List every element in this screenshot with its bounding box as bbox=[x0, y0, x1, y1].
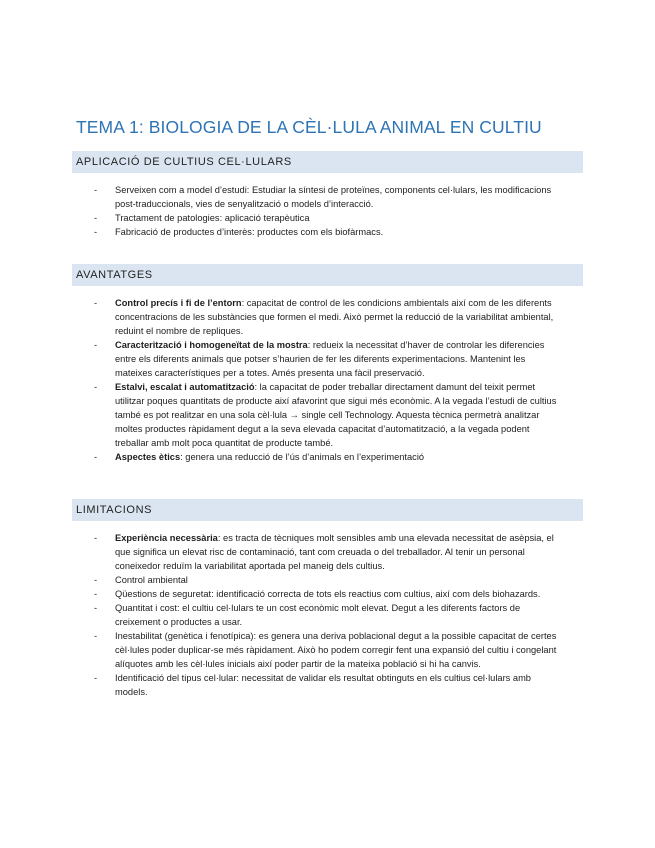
item-text: Qüestions de seguretat: identificació correcta de tots els reactius com cultius, així com dels biohazards. bbox=[115, 589, 541, 599]
item-text: Serveixen com a model d’estudi: Estudiar la síntesi de proteïnes, components cel·lulars, les modificacions post-traduccionals, vies de senyalització o models d’interacció. bbox=[115, 185, 552, 209]
item-bold: Control precís i fi de l’entorn bbox=[115, 298, 242, 308]
section-heading-limitations: LIMITACIONS bbox=[72, 499, 583, 521]
list-item bbox=[94, 671, 560, 699]
item-text: : genera una reducció de l’ús d’animals en l’experimentació bbox=[180, 452, 425, 462]
item-text: Quantitat i cost: el cultiu cel·lulars te un cost econòmic molt elevat. Degut a les diferents factors de creixement o productes a usar. bbox=[115, 603, 521, 627]
list-item bbox=[94, 573, 560, 587]
applications-list bbox=[94, 183, 560, 239]
list-item bbox=[94, 587, 560, 601]
list-item bbox=[94, 601, 560, 629]
item-bold: Estalvi, escalat i automatització bbox=[115, 382, 255, 392]
limitations-list bbox=[94, 531, 560, 699]
list-item bbox=[94, 211, 560, 225]
section-heading-applications: APLICACIÓ DE CULTIUS CEL·LULARS bbox=[72, 151, 583, 173]
list-item bbox=[94, 531, 560, 573]
item-text: Identificació del tipus cel·lular: necessitat de validar els resultat obtinguts en els cultius cel·lulars amb models. bbox=[115, 673, 531, 697]
list-item bbox=[94, 296, 560, 338]
item-text: : la capacitat de poder treballar directament damunt del teixit permet utilitzar poques quantitats de producte així afavorint que sigui més econòmic. A la vegada l’estudi de cultius també es pot realitzar en una sola cèl·lula → single cell Technology. Aquesta tècnica permetrà analitzar moltes productes ràpidament degut a la seva elevada capacitat d’automatització, a la vegada podent treballar amb molt poca quantitat de producte també. bbox=[115, 382, 557, 448]
list-item bbox=[94, 450, 560, 464]
item-text: Inestabilitat (genètica i fenotípica): es genera una deriva poblacional degut a la possible capacitat de certes cèl·lules poder duplicar-se més ràpidament. Això ho podem corregir fent una expansió del cultiu i congelant alíquotes amb les cèl·lules inicials així poder partir de la mateixa població si hi ha canvis. bbox=[115, 631, 557, 669]
section-heading-advantages: AVANTATGES bbox=[72, 264, 583, 286]
item-text: Fabricació de productes d’interès: productes com els biofàrmacs. bbox=[115, 227, 384, 237]
item-text: : es tracta de tècniques molt sensibles amb una elevada necessitat de asèpsia, el que significa un elevat risc de contaminació, tant com creuada o del treballador. Al tenir un personal coneixedor reduïm la variabilitat aportada pel maneig dels cultius. bbox=[115, 533, 554, 571]
item-bold: Caracterització i homogeneïtat de la mostra bbox=[115, 340, 308, 350]
item-text: Control ambiental bbox=[115, 575, 188, 585]
item-text: Tractament de patologies: aplicació terapèutica bbox=[115, 213, 310, 223]
item-bold: Aspectes ètics bbox=[115, 452, 181, 462]
advantages-list bbox=[94, 296, 560, 464]
list-item bbox=[94, 338, 560, 380]
list-item bbox=[94, 629, 560, 671]
list-item bbox=[94, 183, 560, 211]
page-title: TEMA 1: BIOLOGIA DE LA CÈL·LULA ANIMAL EN CULTIU bbox=[76, 117, 542, 137]
item-bold: Experiència necessària bbox=[115, 533, 218, 543]
item-text: : capacitat de control de les condicions ambientals així com de les diferents concentracions de les substàncies que formen el medi. Això permet la reducció de la variabilitat ambiental, reduint el nombre de repliques. bbox=[115, 298, 554, 336]
item-text: : redueix la necessitat d’haver de controlar les diferencies entre els diferents animals que potser s’haurien de fer les diferents experimentacions. Mantenint les mateixes característiques per a totes. Amés presenta una fàcil preservació. bbox=[115, 340, 545, 378]
list-item bbox=[94, 380, 560, 450]
list-item bbox=[94, 225, 560, 239]
